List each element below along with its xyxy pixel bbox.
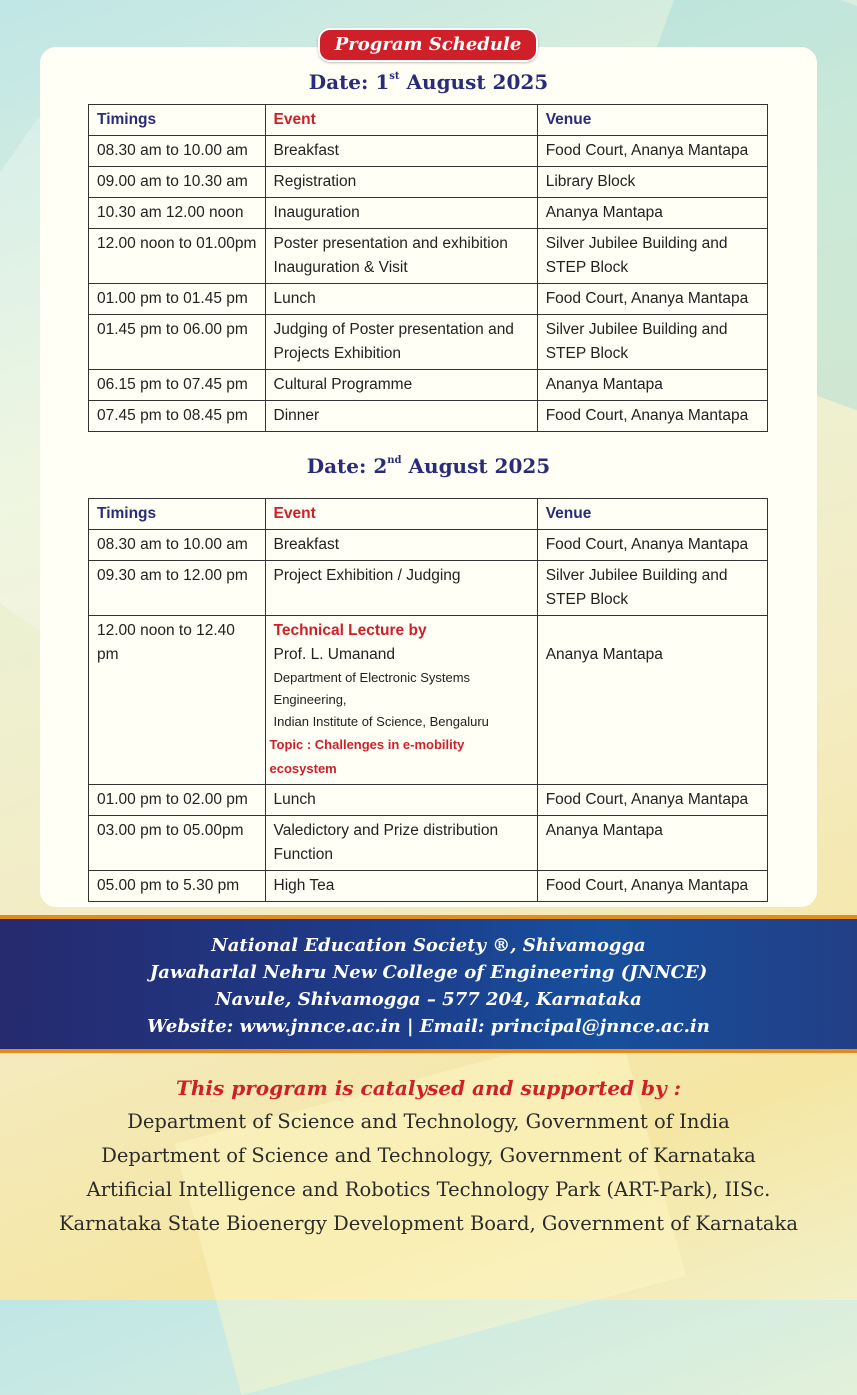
row-time: 03.00 pm to 05.00pm: [89, 816, 266, 871]
support-heading: This program is catalysed and supported by :: [176, 1076, 681, 1100]
header-venue: Venue: [537, 105, 767, 136]
day2-date-suffix: August 2025: [408, 454, 551, 478]
day2-date-prefix: Date: 2: [306, 454, 388, 478]
row-time: 01.00 pm to 01.45 pm: [89, 284, 266, 315]
header-event: Event: [265, 499, 537, 530]
row-time: 01.45 pm to 06.00 pm: [89, 315, 266, 370]
row-venue: Silver Jubilee Building and STEP Block: [537, 315, 767, 370]
table-row: [89, 401, 768, 432]
row-venue: Food Court, Ananya Mantapa: [537, 785, 767, 816]
row-event: Valedictory and Prize distribution Function: [265, 816, 537, 871]
day1-date-title: [0, 70, 857, 94]
table-row: [89, 370, 768, 401]
day1-schedule-table: [88, 104, 768, 432]
table-row: [89, 561, 768, 616]
row-event: Breakfast: [265, 136, 537, 167]
supporter-line: Karnataka State Bioenergy Development Board, Government of Karnataka: [58, 1212, 798, 1235]
row-event: Registration: [265, 167, 537, 198]
table-row: [89, 785, 768, 816]
table-header-row: [89, 105, 768, 136]
row-time: 12.00 noon to 01.00pm: [89, 229, 266, 284]
header-event: Event: [265, 105, 537, 136]
row-time: 09.30 am to 12.00 pm: [89, 561, 266, 616]
day2-date-sup: nd: [387, 455, 402, 466]
day1-date-suffix: August 2025: [406, 70, 549, 94]
row-time: 06.15 pm to 07.45 pm: [89, 370, 266, 401]
row-event: Inauguration: [265, 198, 537, 229]
lecture-heading: Technical Lecture by: [273, 622, 427, 639]
band-society: National Education Society ®, Shivamogga: [211, 935, 646, 956]
row-venue: Ananya Mantapa: [537, 616, 767, 785]
row-time: 12.00 noon to 12.40 pm: [89, 616, 266, 785]
row-venue: Food Court, Ananya Mantapa: [537, 284, 767, 315]
row-event: Poster presentation and exhibition Inauguration & Visit: [265, 229, 537, 284]
band-college: Jawaharlal Nehru New College of Engineering (JNNCE): [149, 962, 708, 983]
row-event: High Tea: [265, 871, 537, 902]
day1-date-prefix: Date: 1: [308, 70, 390, 94]
header-timings: Timings: [89, 105, 266, 136]
row-venue: Library Block: [537, 167, 767, 198]
institution-band: [0, 915, 857, 1053]
row-event: Lunch: [265, 284, 537, 315]
table-row: [89, 167, 768, 198]
row-venue: Silver Jubilee Building and STEP Block: [537, 229, 767, 284]
row-event: Lunch: [265, 785, 537, 816]
row-venue: Food Court, Ananya Mantapa: [537, 401, 767, 432]
header-timings: Timings: [89, 499, 266, 530]
day2-schedule-table: [88, 498, 768, 902]
lecture-speaker: Prof. L. Umanand: [273, 646, 396, 663]
row-event: Dinner: [265, 401, 537, 432]
row-time: 01.00 pm to 02.00 pm: [89, 785, 266, 816]
supporter-line: Department of Science and Technology, Government of India: [127, 1110, 730, 1133]
row-venue: Ananya Mantapa: [537, 198, 767, 229]
table-row: [89, 136, 768, 167]
row-event: Judging of Poster presentation and Projects Exhibition: [265, 315, 537, 370]
table-row: [89, 198, 768, 229]
row-time: 08.30 am to 10.00 am: [89, 530, 266, 561]
lecture-dept-line1: Department of Electronic Systems: [273, 670, 471, 685]
table-row: [89, 284, 768, 315]
row-event: Project Exhibition / Judging: [265, 561, 537, 616]
row-time: 09.00 am to 10.30 am: [89, 167, 266, 198]
table-row: [89, 816, 768, 871]
program-schedule-badge: Program Schedule: [318, 28, 538, 62]
row-venue: Ananya Mantapa: [537, 816, 767, 871]
table-header-row: [89, 499, 768, 530]
row-venue: Food Court, Ananya Mantapa: [537, 871, 767, 902]
row-event: Breakfast: [265, 530, 537, 561]
table-row: [89, 530, 768, 561]
row-time: 05.00 pm to 5.30 pm: [89, 871, 266, 902]
supporter-line: Department of Science and Technology, Government of Karnataka: [101, 1144, 756, 1167]
row-time: 07.45 pm to 08.45 pm: [89, 401, 266, 432]
lecture-topic: Topic : Challenges in e-mobility ecosystem: [269, 737, 465, 776]
table-row: [89, 315, 768, 370]
day1-date-sup: st: [389, 71, 400, 82]
table-row: [89, 616, 768, 785]
band-contact: Website: www.jnnce.ac.in | Email: principal@jnnce.ac.in: [147, 1016, 710, 1037]
row-event: Cultural Programme: [265, 370, 537, 401]
band-address: Navule, Shivamogga – 577 204, Karnataka: [215, 989, 642, 1010]
table-row: [89, 871, 768, 902]
row-time: 08.30 am to 10.00 am: [89, 136, 266, 167]
supporter-line: Artificial Intelligence and Robotics Technology Park (ART-Park), IISc.: [86, 1178, 771, 1201]
day2-date-title: [0, 454, 857, 478]
row-time: 10.30 am 12.00 noon: [89, 198, 266, 229]
technical-lecture-cell: [265, 616, 537, 785]
row-venue: Silver Jubilee Building and STEP Block: [537, 561, 767, 616]
lecture-dept-line2: Engineering,: [273, 692, 347, 707]
row-venue: Ananya Mantapa: [537, 370, 767, 401]
lecture-institute: Indian Institute of Science, Bengaluru: [273, 714, 489, 729]
header-venue: Venue: [537, 499, 767, 530]
row-venue: Food Court, Ananya Mantapa: [537, 136, 767, 167]
row-venue: Food Court, Ananya Mantapa: [537, 530, 767, 561]
table-row: [89, 229, 768, 284]
